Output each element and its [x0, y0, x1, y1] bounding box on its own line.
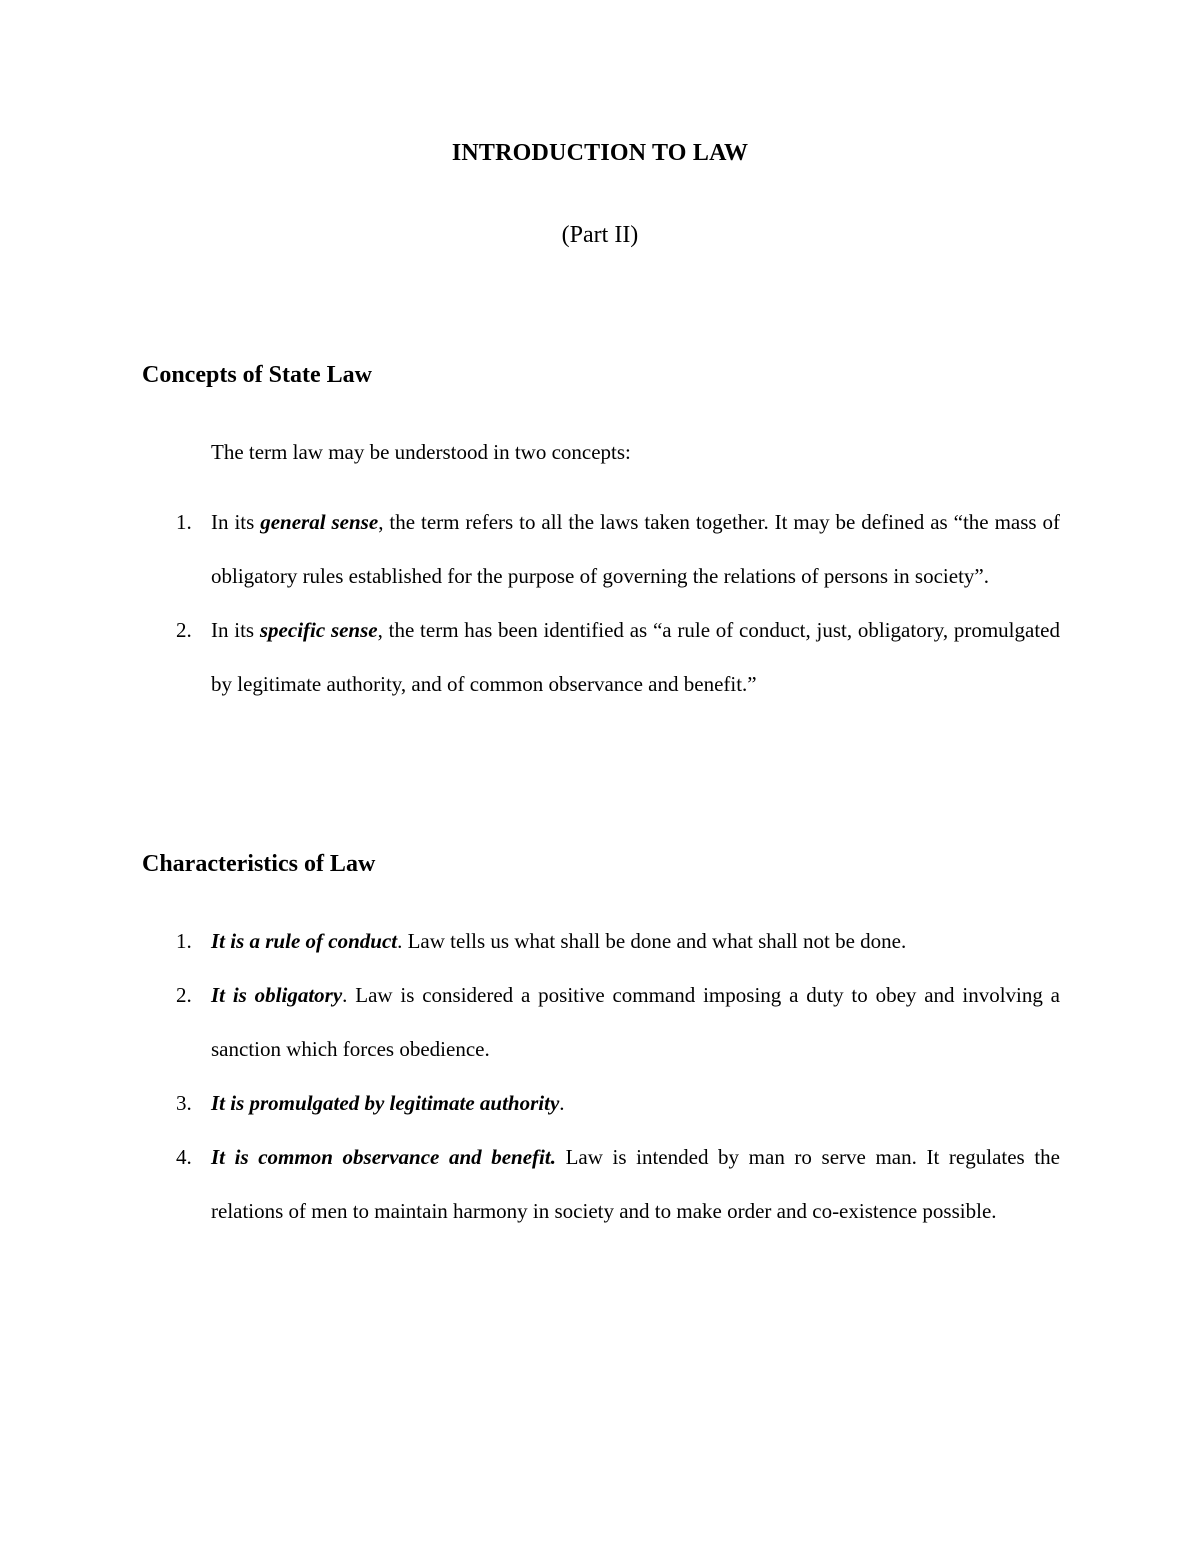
concepts-item: [142, 495, 1060, 603]
item-prefix: In its: [211, 510, 261, 534]
concepts-intro: The term law may be understood in two concepts:: [211, 440, 631, 464]
item-emphasis: specific sense: [259, 618, 378, 642]
document-subtitle: (Part II): [561, 222, 639, 248]
item-emphasis: It is promulgated by legitimate authority: [211, 1091, 560, 1115]
characteristics-list: [142, 914, 1060, 1238]
item-emphasis: general sense: [260, 510, 379, 534]
list-number: 2.: [176, 618, 192, 642]
list-number: 2.: [176, 983, 192, 1007]
list-number: 1.: [176, 510, 192, 534]
concepts-list: [142, 495, 1060, 711]
list-number: 3.: [176, 1091, 192, 1115]
item-text: .: [559, 1091, 565, 1115]
characteristics-item: [142, 1076, 1060, 1130]
item-emphasis: It is a rule of conduct: [211, 929, 398, 953]
item-emphasis: It is common observance and benefit.: [211, 1145, 556, 1169]
characteristics-item: [142, 1130, 1060, 1238]
item-emphasis: It is obligatory: [211, 983, 343, 1007]
item-text: . Law tells us what shall be done and what shall not be done.: [397, 929, 907, 953]
list-number: 1.: [176, 929, 192, 953]
concepts-item: [142, 603, 1060, 711]
item-prefix: In its: [211, 618, 260, 642]
item-text: Law is intended by man ro serve man. It regulates the relations of men to maintain harmony in society and to make order and co-existence possible.: [211, 1145, 1060, 1223]
list-number: 4.: [176, 1145, 192, 1169]
item-text: , the term refers to all the laws taken together. It may be defined as “the mass of obligatory rules established for the purpose of governing the relations of persons in society”.: [211, 510, 1061, 588]
characteristics-heading: Characteristics of Law: [142, 851, 376, 877]
concepts-heading: Concepts of State Law: [142, 362, 372, 388]
characteristics-item: [142, 968, 1060, 1076]
document-title: INTRODUCTION TO LAW: [451, 140, 749, 166]
item-text: , the term has been identified as “a rule of conduct, just, obligatory, promulgated by legitimate authority, and of common observance and benefit.”: [211, 618, 1060, 696]
characteristics-item: [142, 914, 1060, 968]
item-text: . Law is considered a positive command imposing a duty to obey and involving a sanction which forces obedience.: [211, 983, 1061, 1061]
